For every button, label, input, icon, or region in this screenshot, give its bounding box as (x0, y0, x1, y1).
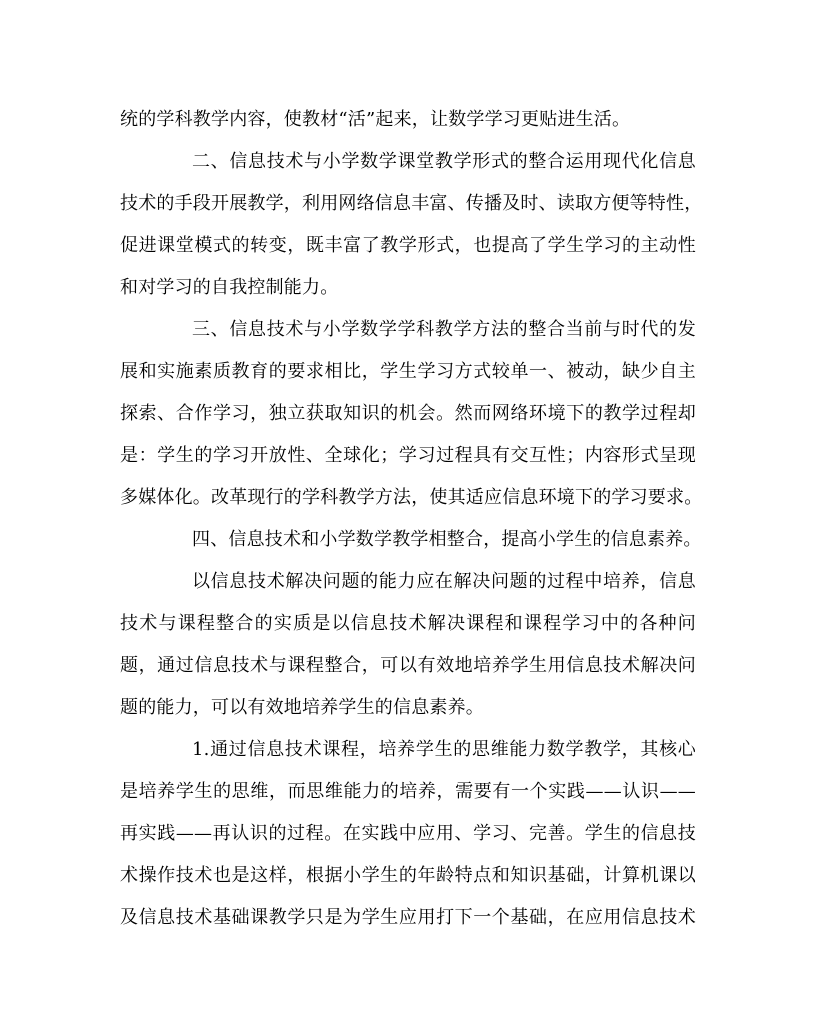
paragraph-line: 促进课堂模式的转变，既丰富了教学形式，也提高了学生学习的主动性 (120, 235, 696, 256)
paragraph-line: 再实践——再认识的过程。在实践中应用、学习、完善。学生的信息技 (120, 823, 696, 844)
paragraph-line: 题的能力，可以有效地培养学生的信息素养。 (120, 697, 484, 718)
paragraph-line: 是培养学生的思维，而思维能力的培养，需要有一个实践——认识—— (120, 781, 696, 802)
paragraph-line: 统的学科教学内容，使教材“活”起来，让数学学习更贴进生活。 (120, 109, 631, 130)
paragraph-line: 和对学习的自我控制能力。 (120, 277, 339, 298)
paragraph-line: 以信息技术解决问题的能力应在解决问题的过程中培养，信息 (192, 571, 696, 592)
paragraph-line: 技术与课程整合的实质是以信息技术解决课程和课程学习中的各种问 (120, 613, 696, 634)
paragraph-line: 及信息技术基础课教学只是为学生应用打下一个基础，在应用信息技术 (120, 907, 696, 928)
paragraph-line: 四、信息技术和小学数学教学相整合，提高小学生的信息素养。 (192, 529, 702, 550)
paragraph-line: 展和实施素质教育的要求相比，学生学习方式较单一、被动，缺少自主 (120, 361, 696, 382)
paragraph-line: 多媒体化。改革现行的学科教学方法，使其适应信息环境下的学习要求。 (120, 487, 703, 508)
paragraph-line: 探索、合作学习，独立获取知识的机会。然而网络环境下的教学过程却 (120, 403, 696, 424)
paragraph-line: 三、信息技术与小学数学学科教学方法的整合当前与时代的发 (192, 319, 696, 340)
paragraph-line: 是：学生的学习开放性、全球化；学习过程具有交互性；内容形式呈现 (120, 445, 696, 466)
paragraph-line: 技术的手段开展教学，利用网络信息丰富、传播及时、读取方便等特性， (120, 193, 703, 214)
paragraph-line: 二、信息技术与小学数学课堂教学形式的整合运用现代化信息 (192, 151, 696, 172)
paragraph-line: 1.通过信息技术课程，培养学生的思维能力数学教学，其核心 (192, 739, 696, 760)
paragraph-line: 题，通过信息技术与课程整合，可以有效地培养学生用信息技术解决问 (120, 655, 696, 676)
paragraph-line: 术操作技术也是这样，根据小学生的年龄特点和知识基础，计算机课以 (120, 865, 696, 886)
